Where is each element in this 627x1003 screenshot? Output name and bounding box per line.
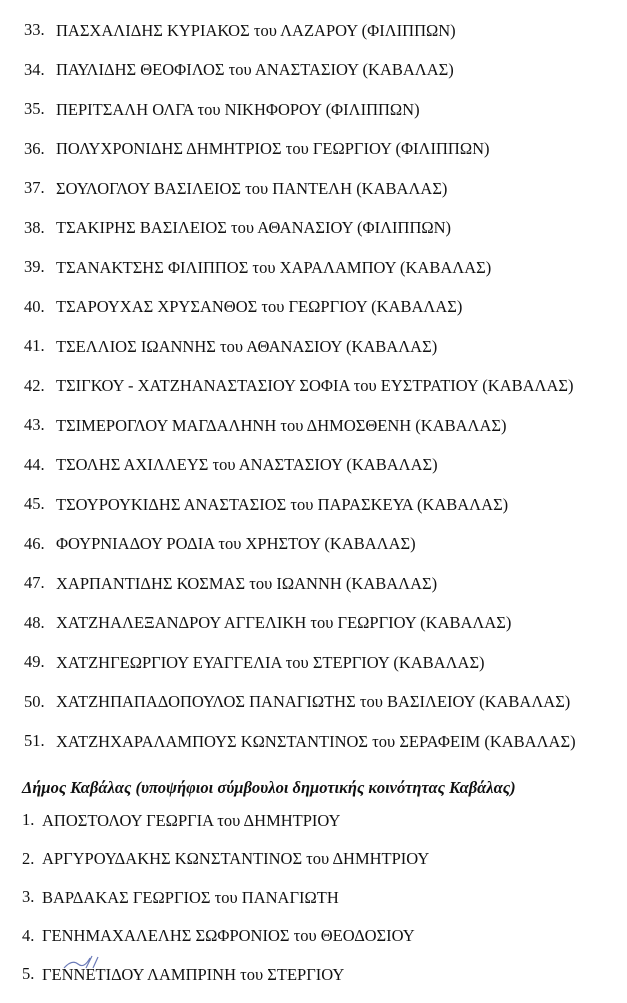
item-text: ΓΕΝΗΜΑΧΑΛΕΛΗΣ ΣΩΦΡΟΝΙΟΣ του ΘΕΟΔΟΣΙΟΥ: [42, 926, 415, 945]
list-item: [24, 573, 614, 600]
item-text: ΓΕΝΝΕΤΙΔΟΥ ΛΑΜΠΡΙΝΗ του ΣΤΕΡΓΙΟΥ: [42, 964, 345, 984]
item-number: 37.: [24, 178, 45, 197]
list-item: [24, 376, 614, 403]
item-number: 46.: [24, 533, 45, 553]
item-number: 48.: [24, 612, 45, 632]
item-number: 2.: [22, 848, 35, 868]
list-item: [24, 613, 614, 640]
item-number: 33.: [24, 20, 45, 39]
list-item: [24, 297, 614, 324]
item-text: ΣΟΥΛΟΓΛΟΥ ΒΑΣΙΛΕΙΟΣ του ΠΑΝΤΕΛΗ (ΚΑΒΑΛΑΣ): [56, 178, 448, 198]
item-text: ΧΑΤΖΗΧΑΡΑΛΑΜΠΟΥΣ ΚΩΝΣΤΑΝΤΙΝΟΣ του ΣΕΡΑΦΕΙΜ (ΚΑΒΑΛΑΣ): [56, 731, 576, 751]
signature-mark: [62, 955, 102, 969]
list-item: [24, 20, 614, 47]
item-number: 43.: [24, 415, 45, 434]
item-number: 1.: [22, 810, 35, 829]
item-text: ΤΣΑΝΑΚΤΣΗΣ ΦΙΛΙΠΠΟΣ του ΧΑΡΑΛΑΜΠΟΥ (ΚΑΒΑΛΑΣ): [56, 257, 492, 277]
item-number: 35.: [24, 99, 45, 118]
item-text: ΠΑΥΛΙΔΗΣ ΘΕΟΦΙΛΟΣ του ΑΝΑΣΤΑΣΙΟΥ (ΚΑΒΑΛΑΣ): [56, 60, 454, 79]
list-item: [24, 178, 614, 205]
item-number: 45.: [24, 494, 45, 513]
item-number: 42.: [24, 375, 45, 395]
section-heading: Δήμος Καβάλας (υποψήφιοι σύμβουλοι δημοτικής κοινότητας Καβάλας): [22, 778, 516, 797]
list-item: [24, 534, 614, 561]
list-item: [24, 139, 614, 166]
list-item: [24, 494, 614, 521]
item-number: 49.: [24, 652, 45, 671]
item-number: 5.: [22, 964, 35, 983]
list-item: [24, 218, 614, 245]
list-item: [22, 810, 612, 837]
list-item: [24, 99, 614, 126]
list-item: [24, 60, 614, 87]
item-number: 51.: [24, 731, 45, 750]
list-item: [24, 455, 614, 482]
item-text: ΧΑΤΖΗΑΛΕΞΑΝΔΡΟΥ ΑΓΓΕΛΙΚΗ του ΓΕΩΡΓΙΟΥ (ΚΑΒΑΛΑΣ): [56, 613, 512, 632]
item-text: ΤΣΑΚΙΡΗΣ ΒΑΣΙΛΕΙΟΣ του ΑΘΑΝΑΣΙΟΥ (ΦΙΛΙΠΠΩΝ): [56, 218, 452, 237]
item-number: 4.: [22, 925, 35, 945]
item-text: ΠΑΣΧΑΛΙΔΗΣ ΚΥΡΙΑΚΟΣ του ΛΑΖΑΡΟΥ (ΦΙΛΙΠΠΩΝ): [56, 20, 456, 40]
candidates-list-continued: [24, 20, 614, 771]
item-text: ΤΣΙΜΕΡΟΓΛΟΥ ΜΑΓΔΑΛΗΝΗ του ΔΗΜΟΣΘΕΝΗ (ΚΑΒΑΛΑΣ): [56, 415, 507, 435]
item-text: ΑΠΟΣΤΟΛΟΥ ΓΕΩΡΓΙΑ του ΔΗΜΗΤΡΙΟΥ: [42, 810, 341, 830]
item-number: 47.: [24, 573, 45, 592]
item-text: ΦΟΥΡΝΙΑΔΟΥ ΡΟΔΙΑ του ΧΡΗΣΤΟΥ (ΚΑΒΑΛΑΣ): [56, 534, 416, 553]
list-item: [22, 926, 612, 953]
item-text: ΤΣΑΡΟΥΧΑΣ ΧΡΥΣΑΝΘΟΣ του ΓΕΩΡΓΙΟΥ (ΚΑΒΑΛΑΣ): [56, 297, 463, 316]
item-text: ΑΡΓΥΡΟΥΔΑΚΗΣ ΚΩΝΣΤΑΝΤΙΝΟΣ του ΔΗΜΗΤΡΙΟΥ: [42, 849, 430, 868]
item-text: ΧΑΡΠΑΝΤΙΔΗΣ ΚΟΣΜΑΣ του ΙΩΑΝΝΗ (ΚΑΒΑΛΑΣ): [56, 573, 438, 593]
item-number: 41.: [24, 336, 45, 355]
item-number: 44.: [24, 454, 45, 474]
item-number: 39.: [24, 257, 45, 276]
list-item: [22, 849, 612, 876]
item-number: 40.: [24, 296, 45, 316]
item-text: ΧΑΤΖΗΠΑΠΑΔΟΠΟΥΛΟΣ ΠΑΝΑΓΙΩΤΗΣ του ΒΑΣΙΛΕΙΟΥ (ΚΑΒΑΛΑΣ): [56, 692, 571, 711]
item-text: ΠΕΡΙΤΣΑΛΗ ΟΛΓΑ του ΝΙΚΗΦΟΡΟΥ (ΦΙΛΙΠΠΩΝ): [56, 99, 420, 119]
list-item: [24, 415, 614, 442]
item-number: 38.: [24, 217, 45, 237]
item-number: 34.: [24, 59, 45, 79]
item-text: ΧΑΤΖΗΓΕΩΡΓΙΟΥ ΕΥΑΓΓΕΛΙΑ του ΣΤΕΡΓΙΟΥ (ΚΑΒΑΛΑΣ): [56, 652, 485, 672]
list-item: [24, 731, 614, 758]
item-text: ΤΣΟΥΡΟΥΚΙΔΗΣ ΑΝΑΣΤΑΣΙΟΣ του ΠΑΡΑΣΚΕΥΑ (ΚΑΒΑΛΑΣ): [56, 494, 509, 514]
list-item: [24, 336, 614, 363]
item-number: 50.: [24, 691, 45, 711]
item-text: ΠΟΛΥΧΡΟΝΙΔΗΣ ΔΗΜΗΤΡΙΟΣ του ΓΕΩΡΓΙΟΥ (ΦΙΛΙΠΠΩΝ): [56, 139, 490, 158]
list-item: [24, 257, 614, 284]
item-text: ΤΣΕΛΛΙΟΣ ΙΩΑΝΝΗΣ του ΑΘΑΝΑΣΙΟΥ (ΚΑΒΑΛΑΣ): [56, 336, 438, 356]
item-text: ΤΣΟΛΗΣ ΑΧΙΛΛΕΥΣ του ΑΝΑΣΤΑΣΙΟΥ (ΚΑΒΑΛΑΣ): [56, 455, 438, 474]
candidates-list-community: [22, 810, 612, 1003]
list-item: [24, 692, 614, 719]
list-item: [24, 652, 614, 679]
item-text: ΒΑΡΔΑΚΑΣ ΓΕΩΡΓΙΟΣ του ΠΑΝΑΓΙΩΤΗ: [42, 887, 339, 907]
item-number: 3.: [22, 887, 35, 906]
list-item: [22, 887, 612, 914]
item-text: ΤΣΙΓΚΟΥ - ΧΑΤΖΗΑΝΑΣΤΑΣΙΟΥ ΣΟΦΙΑ του ΕΥΣΤΡΑΤΙΟΥ (ΚΑΒΑΛΑΣ): [56, 376, 574, 395]
item-number: 36.: [24, 138, 45, 158]
